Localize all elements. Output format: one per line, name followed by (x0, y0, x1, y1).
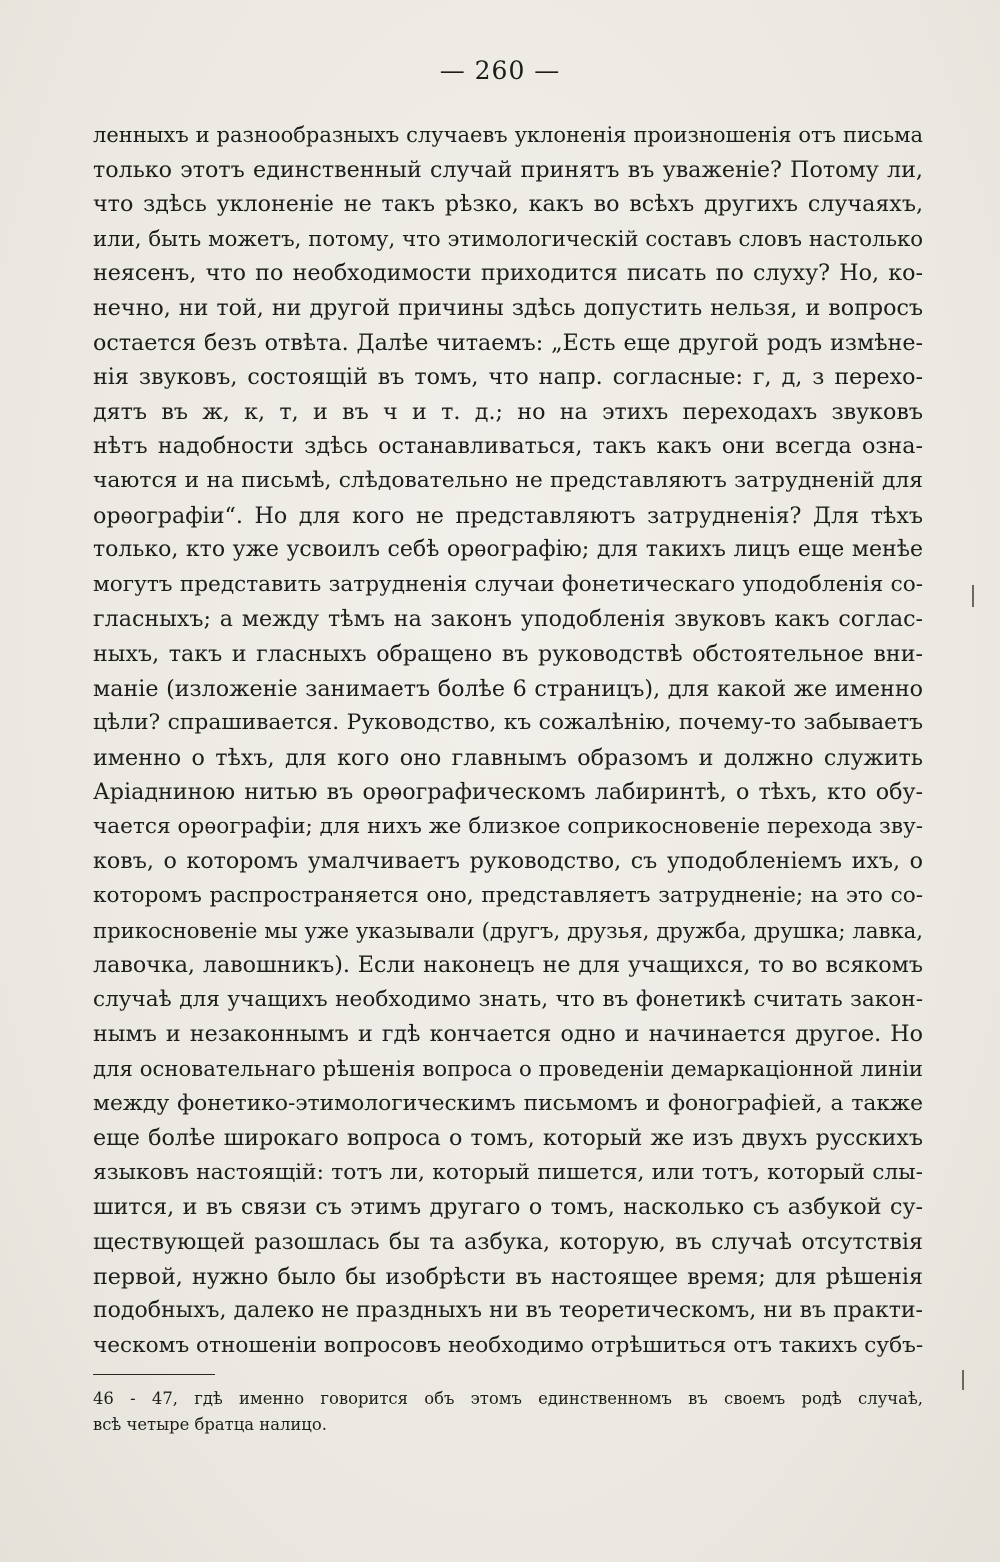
margin-mark (972, 585, 974, 607)
text-line: для основательнаго рѣшенія вопроса о проведеніи демаркаціонной линіи (93, 1056, 923, 1082)
text-line: нія звуковъ, состоящій въ томъ, что напр. согласные: г, д, з перехо- (93, 364, 923, 391)
text-line: лавочка, лавошникъ). Если наконецъ не для учащихся, то во всякомъ (93, 952, 923, 979)
footnote-divider (93, 1374, 215, 1375)
text-line: еще болѣе широкаго вопроса о томъ, который же изъ двухъ русскихъ (93, 1125, 923, 1152)
text-line: дятъ въ ж, к, т, и въ ч и т. д.; но на этихъ переходахъ звуковъ (93, 398, 923, 425)
text-line: маніе (изложеніе занимаетъ болѣе 6 страницъ), для какой же именно (93, 675, 923, 702)
text-line: что здѣсь уклоненіе не такъ рѣзко, какъ во всѣхъ другихъ случаяхъ, (93, 191, 923, 218)
footnote (93, 1386, 923, 1438)
text-line: могутъ представить затрудненія случаи фонетическаго уподобленія со- (93, 571, 923, 597)
text-line: только, кто уже усвоилъ себѣ орѳографію; для такихъ лицъ еще менѣе (93, 537, 923, 563)
text-line: ныхъ, такъ и гласныхъ обращено въ руководствѣ обстоятельное вни- (93, 640, 923, 667)
text-line: только этотъ единственный случай принятъ въ уваженіе? Потому ли, (93, 156, 923, 183)
text-line: случаѣ для учащихъ необходимо знать, что въ фонетикѣ считать закон- (93, 986, 923, 1012)
text-line: чаются и на письмѣ, слѣдовательно не представляютъ затрудненій для (93, 467, 923, 493)
text-line: нѣтъ надобности здѣсь останавливаться, такъ какъ они всегда озна- (93, 433, 923, 460)
text-line: нымъ и незаконнымъ и гдѣ кончается одно и начинается другое. Но (93, 1021, 923, 1048)
footnote-line: всѣ четыре братца налицо. (93, 1415, 327, 1434)
text-line: гласныхъ; а между тѣмъ на законъ уподобленія звуковъ какъ соглас- (93, 606, 923, 633)
text-line: языковъ настоящій: тотъ ли, который пишется, или тотъ, который слы- (93, 1159, 923, 1185)
text-line: которомъ распространяется оно, представляетъ затрудненіе; на это со- (93, 883, 923, 909)
text-line: шится, и въ связи съ этимъ другаго о томъ, насколько съ азбукой су- (93, 1194, 923, 1221)
page-number: — 260 — (439, 56, 561, 85)
text-line: ковъ, о которомъ умалчиваетъ руководство, съ уподобленіемъ ихъ, о (93, 848, 923, 875)
text-line: ческомъ отношеніи вопросовъ необходимо отрѣшиться отъ такихъ субъ- (93, 1332, 924, 1358)
text-line: орѳографіи“. Но для кого не представляютъ затрудненія? Для тѣхъ (93, 502, 923, 529)
text-line: Аріадниною нитью въ орѳографическомъ лабиринтѣ, о тѣхъ, кто обу- (93, 779, 923, 806)
main-text (93, 118, 923, 1363)
text-line: или, быть можетъ, потому, что этимологическій составъ словъ настолько (93, 225, 923, 251)
text-line: неясенъ, что по необходимости приходится писать по слуху? Но, ко- (93, 260, 923, 287)
margin-mark (962, 1370, 964, 1390)
text-line: ществующей разошлась бы та азбука, которую, въ случаѣ отсутствія (93, 1229, 923, 1255)
text-line: первой, нужно было бы изобрѣсти въ настоящее время; для рѣшенія (93, 1263, 923, 1290)
text-line: ленныхъ и разнообразныхъ случаевъ уклоненія произношенія отъ письма (93, 123, 923, 147)
text-line: цѣли? спрашивается. Руководство, къ сожалѣнію, почему-то забываетъ (93, 710, 923, 736)
text-line: между фонетико-этимологическимъ письмомъ и фонографіей, а также (93, 1090, 923, 1116)
text-line: остается безъ отвѣта. Далѣе читаемъ: „Есть еще другой родъ измѣне- (93, 329, 923, 356)
text-line: прикосновеніе мы уже указывали (другъ, друзья, дружба, друшка; лавка, (93, 917, 923, 943)
text-line: нечно, ни той, ни другой причины здѣсь допустить нельзя, и вопросъ (93, 294, 923, 321)
text-line: подобныхъ, далеко не праздныхъ ни въ теоретическомъ, ни въ практи- (93, 1298, 923, 1324)
text-line: чается орѳографіи; для нихъ же близкое соприкосновеніе перехода зву- (93, 813, 923, 839)
text-line: именно о тѣхъ, для кого оно главнымъ образомъ и должно служить (93, 744, 923, 771)
footnote-line: 46 - 47, гдѣ именно говорится объ этомъ единственномъ въ своемъ родѣ случаѣ, (93, 1389, 923, 1408)
